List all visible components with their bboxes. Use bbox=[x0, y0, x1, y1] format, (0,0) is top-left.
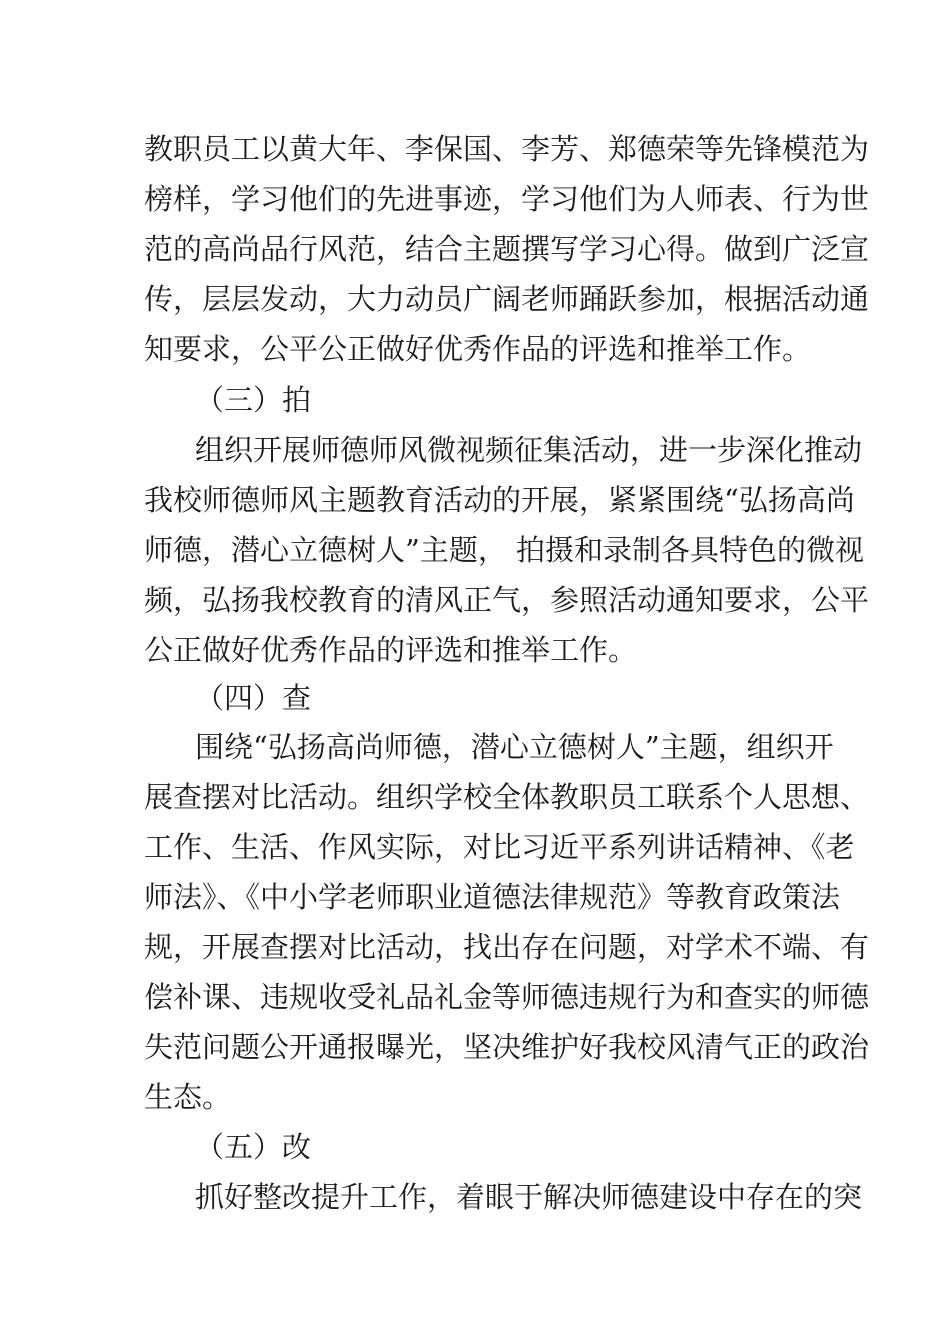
body-text-line: 知要求，公平公正做好优秀作品的评选和推举工作。 bbox=[144, 332, 812, 366]
section-heading-gai: （五）改 bbox=[195, 1130, 312, 1164]
paragraph-first-line: 围绕“弘扬高尚师德，潜心立德树人”主题，组织开 bbox=[195, 730, 834, 764]
body-text-line: 频，弘扬我校教育的清风正气，参照活动通知要求，公平 bbox=[144, 583, 870, 617]
body-text-line: 传，层层发动，大力动员广阔老师踊跃参加，根据活动通 bbox=[144, 282, 870, 316]
body-text-line: 偿补课、违规收受礼品礼金等师德违规行为和查实的师德 bbox=[144, 980, 870, 1014]
body-text-line: 榜样，学习他们的先进事迹，学习他们为人师表、行为世 bbox=[144, 182, 870, 216]
paragraph-first-line: 抓好整改提升工作，着眼于解决师德建设中存在的突 bbox=[195, 1180, 863, 1214]
body-text-line: 教职员工以黄大年、李保国、李芳、郑德荣等先锋模范为 bbox=[144, 132, 870, 166]
body-text-line: 我校师德师风主题教育活动的开展，紧紧围绕“弘扬高尚 bbox=[144, 483, 855, 517]
body-text-line: 生态。 bbox=[144, 1080, 232, 1114]
section-heading-pai: （三）拍 bbox=[195, 383, 312, 417]
paragraph-first-line: 组织开展师德师风微视频征集活动，进一步深化推动 bbox=[195, 433, 863, 467]
body-text-line: 规，开展查摆对比活动，找出存在问题，对学术不端、有 bbox=[144, 930, 870, 964]
body-text-line: 工作、生活、作风实际，对比习近平系列讲话精神、《老 bbox=[144, 830, 855, 864]
body-text-line: 公正做好优秀作品的评选和推举工作。 bbox=[144, 633, 638, 667]
section-heading-cha: （四）查 bbox=[195, 681, 312, 715]
body-text-line: 范的高尚品行风范，结合主题撰写学习心得。做到广泛宣 bbox=[144, 232, 870, 266]
body-text-line: 师德，潜心立德树人”主题， 拍摄和录制各具特色的微视 bbox=[144, 533, 865, 567]
body-text-line: 展查摆对比活动。组织学校全体教职员工联系个人思想、 bbox=[144, 780, 870, 814]
body-text-line: 师法》、《中小学老师职业道德法律规范》等教育政策法 bbox=[144, 880, 841, 914]
body-text-line: 失范问题公开通报曝光，坚决维护好我校风清气正的政治 bbox=[144, 1030, 870, 1064]
